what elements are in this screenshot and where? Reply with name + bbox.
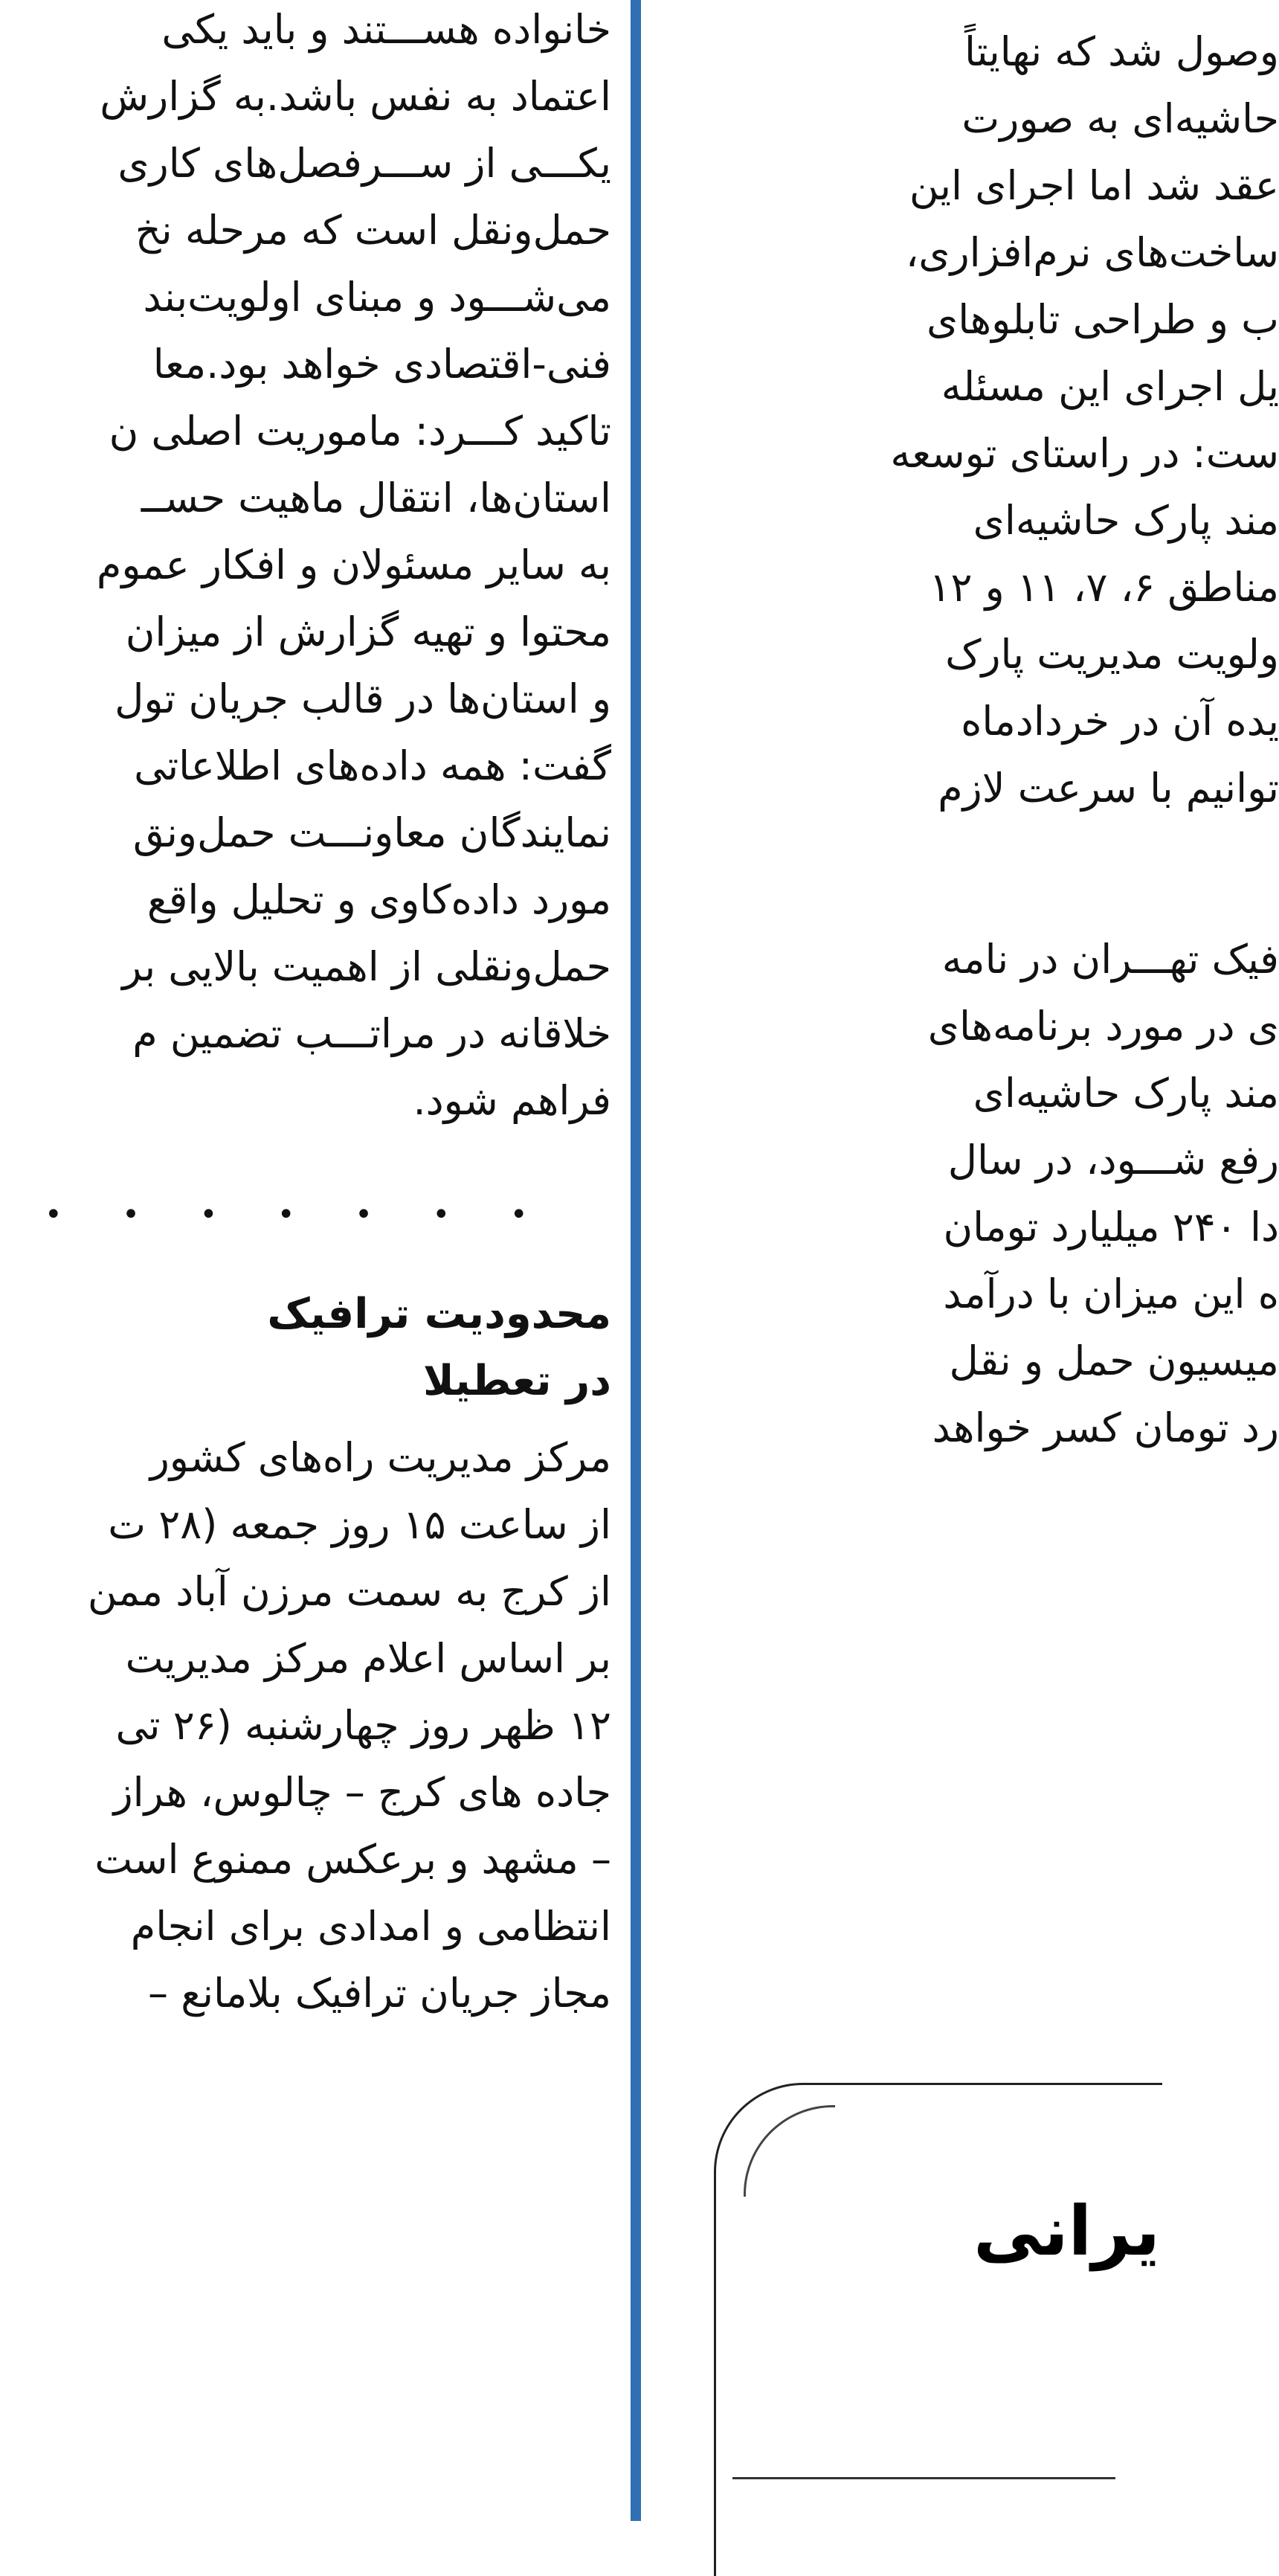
news-text-line: – مشهد و برعکس ممنوع است (94, 1837, 611, 1889)
right-text-line: یل اجرای این مسئله (941, 364, 1279, 417)
news-heading-line: محدودیت ترافیک (267, 1291, 611, 1338)
left-text-line: به سایر مسئولان و افکار عموم (97, 543, 611, 595)
news-text-line: مرکز مدیریت راه‌های کشور (150, 1436, 611, 1488)
right-text-line: حاشیه‌ای به صورت (961, 97, 1279, 149)
left-text-line: مورد داده‌کاوی و تحلیل واقع (147, 878, 611, 930)
news-text-line: ۱۲ ظهر روز چهارشنبه (۲۶ تی (116, 1703, 611, 1756)
right-text-line: ب و طراحی تابلوهای (927, 298, 1279, 350)
news-text-line: جاده های کرج – چالوس، هراز (114, 1770, 611, 1822)
right-text-line: مند پارک حاشیه‌ای (973, 498, 1279, 550)
left-text-line: می‌شـــود و مبنای اولویت‌بند (143, 275, 611, 327)
left-column (0, 0, 617, 2521)
news-text-line: از ساعت ۱۵ روز جمعه (۲۸ ت (108, 1503, 611, 1555)
right-text-line: یده آن در خردادماه (961, 699, 1279, 751)
news-text-line: مجاز جریان ترافیک بلامانع – (148, 1971, 611, 2023)
left-text-line: فراهم شود. (413, 1079, 611, 1131)
right-text-line: ه این میزان با درآمد (943, 1272, 1279, 1324)
right-text-line: وصول شد که نهایتاً (964, 30, 1279, 82)
right-text-line: دا ۲۴۰ میلیارد تومان (944, 1205, 1279, 1257)
news-text-line: از کرج به سمت مرزن آباد ممن (88, 1570, 611, 1622)
left-text-line: اعتماد به نفس باشد.به گزارش (100, 74, 611, 126)
left-text-line: محتوا و تهیه گزارش از میزان (126, 610, 611, 662)
right-text-line: میسیون حمل و نقل (949, 1339, 1279, 1391)
news-heading-line: در تعطیلا (423, 1358, 611, 1405)
column-divider (631, 0, 641, 2521)
news-text-line: بر اساس اعلام مرکز مدیریت (126, 1637, 611, 1689)
left-text-line: فنی-اقتصادی خواهد بود.معا (153, 342, 611, 394)
boxed-section-rule (732, 2477, 1115, 2479)
boxed-section-title: یرانی (973, 2194, 1160, 2269)
right-text-line: رد تومان کسر خواهد (932, 1406, 1279, 1458)
right-text-line: ست: در راستای توسعه (890, 431, 1279, 484)
right-text-line: رفع شـــود، در سال (948, 1138, 1279, 1190)
left-text-line: خانواده هســـتند و باید یکی (161, 7, 611, 60)
right-text-line: توانیم با سرعت لازم (938, 766, 1279, 818)
right-text-line: ولویت مدیریت پارک (945, 632, 1279, 684)
right-text-line: مند پارک حاشیه‌ای (973, 1071, 1279, 1123)
right-text-line: مناطق ۶، ۷، ۱۱ و ۱۲ (929, 565, 1279, 617)
left-text-line: نمایندگان معاونـــت حمل‌ونق (133, 811, 611, 863)
left-text-line: حمل‌ونقل است که مرحله نخ (135, 208, 611, 260)
left-text-line: حمل‌ونقلی از اهمیت بالایی بر (122, 945, 611, 997)
right-text-line: ی در مورد برنامه‌های (928, 1004, 1279, 1056)
right-text-line: ساخت‌های نرم‌افزاری، (906, 231, 1279, 283)
right-text-line: عقد شد اما اجرای این (909, 164, 1279, 216)
news-text-line: انتظامی و امدادی برای انجام (131, 1904, 611, 1956)
left-text-line: و استان‌ها در قالب جریان تول (115, 677, 611, 729)
left-text-line: خلاقانه در مراتـــب تضمین م (132, 1012, 611, 1064)
left-text-line: استان‌ها، انتقال ماهیت حســ (141, 476, 611, 528)
left-text-line: گفت: همه داده‌های اطلاعاتی (134, 744, 611, 796)
left-text-line: تاکید کـــرد: ماموریت اصلی ن (109, 409, 611, 461)
right-text-line: فیک تهـــران در نامه (942, 937, 1279, 989)
left-text-line: یکـــی از ســـرفصل‌های کاری (117, 141, 611, 193)
section-separator: • • • • • • • (45, 1198, 552, 1232)
